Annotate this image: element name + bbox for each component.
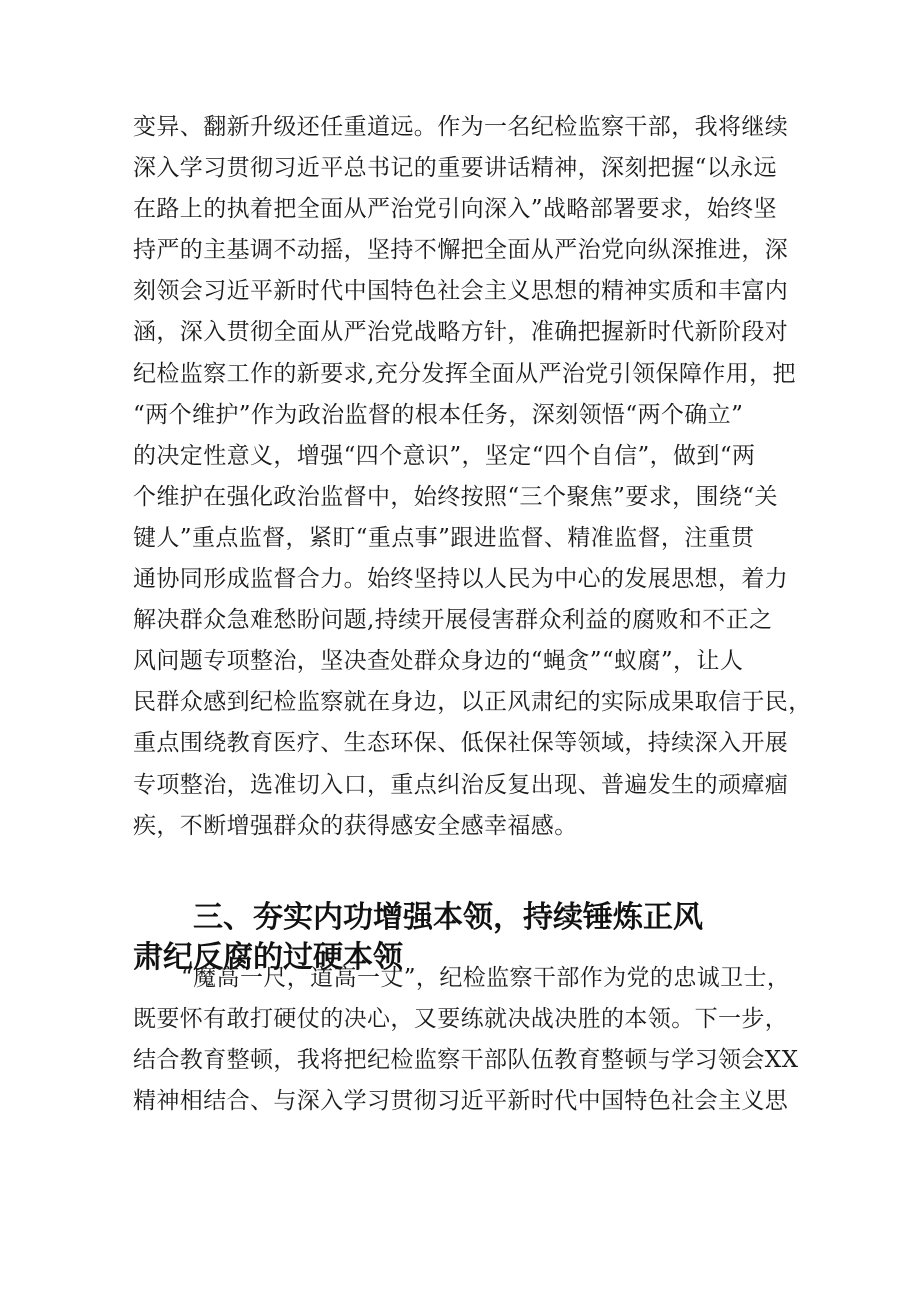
text-line: 深入学习贯彻习近平总书记的重要讲话精神，深刻把握“以永远	[133, 155, 777, 182]
text-line: 变异、翻新升级还任重道远。作为一名纪检监察干部，我将继续	[133, 114, 789, 140]
text-line: 纪检监察工作的新要求,充分发挥全面从严治党引领保障作用，把	[133, 360, 796, 387]
text-line: 既要怀有敢打硬仗的决心，又要练就决战决胜的本领。下一步，	[133, 1006, 789, 1033]
text-line: 重点围绕教育医疗、生态环保、低保社保等领域，持续深入开展	[133, 730, 789, 757]
text-line: 涵，深入贯彻全面从严治党战略方针，准确把握新时代新阶段对	[133, 319, 789, 346]
text-line: 个维护在强化政治监督中，始终按照“三个聚焦”要求，围绕“关	[133, 483, 778, 510]
text-line: 民群众感到纪检监察就在身边，以正风肃纪的实际成果取信于民，	[133, 689, 812, 716]
text-line: 持严的主基调不动摇，坚持不懈把全面从严治党向纵深推进，深	[133, 237, 789, 264]
text-line: 结合教育整顿，我将把纪检监察干部队伍教育整顿与学习领会XX	[133, 1047, 799, 1074]
text-line: “两个维护”作为政治监督的根本任务，深刻领悟“两个确立”	[133, 401, 744, 428]
text-line: 键人”重点监督，紧盯“重点事”跟进监督、精准监督，注重贯	[133, 524, 755, 551]
text-line: 通协同形成监督合力。始终坚持以人民为中心的发展思想，着力	[133, 566, 789, 593]
text-line: 风问题专项整治，坚决查处群众身边的“蝇贪”“蚁腐”，让人	[133, 648, 744, 675]
text-line: 刻领会习近平新时代中国特色社会主义思想的精神实质和丰富内	[133, 278, 789, 305]
text-line: “魔高一尺，道高一丈”，纪检监察干部作为党的忠诚卫士，	[181, 965, 791, 991]
heading-line: 肃纪反腐的过硬本领	[133, 940, 403, 975]
body-paragraph	[133, 958, 798, 1122]
text-line: 的决定性意义，增强“四个意识”，坚定“四个自信”，做到“两	[133, 442, 756, 469]
text-line: 解决群众急难愁盼问题,持续开展侵害群众利益的腐败和不正之	[133, 607, 773, 634]
text-line: 专项整治，选准切入口，重点纠治反复出现、普遍发生的顽瘴痼	[133, 771, 789, 798]
text-line: 疾，不断增强群众的获得感安全感幸福感。	[133, 812, 578, 839]
text-line: 精神相结合、与深入学习贯彻习近平新时代中国特色社会主义思	[133, 1088, 789, 1115]
body-paragraph	[133, 107, 812, 847]
heading-line: 三、夯实内功增强本领，持续锤炼正风	[193, 900, 703, 935]
text-line: 在路上的执着把全面从严治党引向深入”战略部署要求，始终坚	[133, 196, 777, 223]
